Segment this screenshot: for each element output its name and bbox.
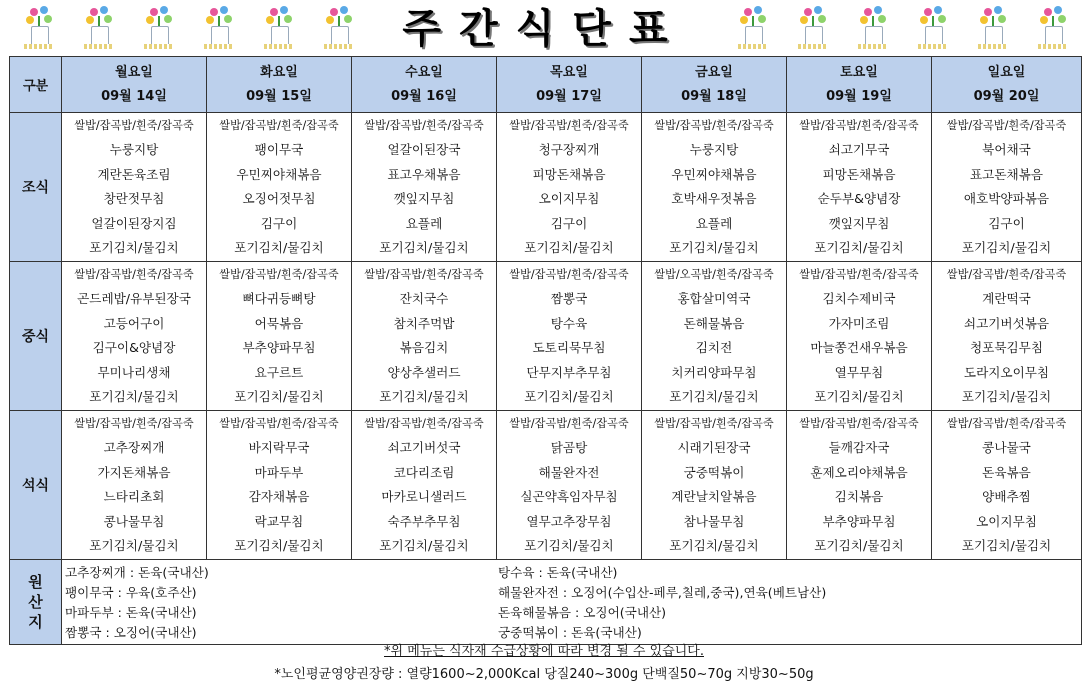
- menu-item: 김치전: [695, 340, 733, 355]
- menu-item: 팽이무국: [254, 142, 304, 157]
- day-name: 월요일: [115, 64, 153, 80]
- menu-item: 포기김치/물김치: [524, 538, 614, 553]
- menu-item: 부추양파무침: [242, 340, 316, 355]
- origin-info: [62, 560, 1082, 645]
- menu-item: 포기김치/물김치: [669, 538, 759, 553]
- menu-item: 시래기된장국: [677, 440, 751, 455]
- menu-item: 쌀밥/잡곡밥/흰죽/잡곡죽: [799, 118, 919, 132]
- flower-pot-icon: [736, 6, 770, 52]
- flower-pot-icon: [1036, 6, 1070, 52]
- menu-cell: [62, 411, 207, 560]
- menu-cell: [62, 262, 207, 411]
- menu-item: 쌀밥/잡곡밥/흰죽/잡곡죽: [74, 267, 194, 281]
- menu-item: 돈해물볶음: [683, 315, 745, 331]
- menu-item: 포기김치/물김치: [814, 538, 904, 553]
- origin-item: 팽이무국 : 우육(호주산): [65, 585, 197, 600]
- menu-item: 쌀밥/잡곡밥/흰죽/잡곡죽: [654, 118, 774, 132]
- flower-pot-icon: [262, 6, 296, 52]
- menu-item: 표고우채볶음: [387, 166, 461, 182]
- menu-item: 오이지무침: [976, 513, 1037, 529]
- menu-item: 포기김치/물김치: [961, 538, 1052, 553]
- menu-item: 포기김치/물김치: [234, 538, 324, 553]
- menu-item: 콩나물무침: [103, 513, 165, 529]
- menu-item: 포기김치/물김치: [669, 389, 759, 404]
- origin-item: 해물완자전 : 오징어(수입산-페루,칠레,중국),연육(베트남산): [498, 585, 827, 600]
- menu-item: 깻잎지무침: [828, 215, 890, 231]
- menu-item: 포기김치/물김치: [234, 240, 324, 255]
- origin-row: [10, 560, 1082, 645]
- day-date: 09월 19일: [826, 88, 892, 104]
- flower-pot-icon: [796, 6, 830, 52]
- menu-cell: [932, 411, 1082, 560]
- meal-label: 중식: [10, 262, 62, 411]
- menu-cell: [787, 262, 932, 411]
- day-date: 09월 17일: [536, 88, 602, 104]
- menu-item: 포기김치/물김치: [379, 389, 469, 404]
- menu-item: 계란날치알볶음: [671, 489, 757, 504]
- menu-item: 쌀밥/오곡밥/흰죽/잡곡죽: [654, 267, 774, 281]
- menu-item: 쌀밥/잡곡밥/흰죽/잡곡죽: [74, 118, 194, 132]
- menu-item: 포기김치/물김치: [89, 389, 179, 404]
- menu-item: 포기김치/물김치: [89, 538, 179, 553]
- flower-pot-icon: [976, 6, 1010, 52]
- day-name: 금요일: [695, 64, 733, 80]
- meal-row: [10, 262, 1082, 411]
- menu-item: 참나물무침: [683, 513, 745, 529]
- menu-item: 쌀밥/잡곡밥/흰죽/잡곡죽: [364, 118, 484, 132]
- day-name: 수요일: [405, 64, 443, 80]
- origin-item: 고추장찌개 : 돈육(국내산): [65, 565, 209, 580]
- menu-item: 쌀밥/잡곡밥/흰죽/잡곡죽: [946, 118, 1067, 132]
- menu-item: 순두부&양념장: [817, 191, 901, 206]
- menu-item: 곤드레밥/유부된장국: [77, 291, 191, 306]
- origin-label-char: 원: [28, 573, 43, 591]
- menu-item: 열무무침: [834, 364, 884, 380]
- menu-item: 볶음김치: [399, 340, 449, 355]
- menu-cell: [207, 262, 352, 411]
- menu-item: 쌀밥/잡곡밥/흰죽/잡곡죽: [219, 118, 339, 132]
- day-header: [932, 57, 1082, 113]
- menu-item: 쌀밥/잡곡밥/흰죽/잡곡죽: [509, 416, 629, 430]
- menu-cell: [642, 262, 787, 411]
- day-header: [787, 57, 932, 113]
- menu-item: 김구이: [260, 215, 298, 231]
- menu-item: 콩나물국: [982, 440, 1031, 455]
- menu-item: 열무고추장무침: [526, 513, 612, 529]
- flower-pot-icon: [202, 6, 236, 52]
- flower-pot-icon: [916, 6, 950, 52]
- menu-item: 숙주부추무침: [387, 513, 461, 529]
- menu-item: 단무지부추무침: [526, 364, 612, 380]
- weekly-menu-table: [9, 56, 1082, 645]
- menu-item: 청포묵김무침: [970, 340, 1043, 355]
- menu-item: 뼈다귀등뼈탕: [242, 291, 316, 306]
- menu-item: 포기김치/물김치: [814, 240, 904, 255]
- day-header: [207, 57, 352, 113]
- origin-label: [10, 560, 62, 645]
- day-header: [352, 57, 497, 113]
- menu-item: 포기김치/물김치: [524, 389, 614, 404]
- menu-item: 요플레: [405, 215, 443, 231]
- day-name: 토요일: [840, 64, 878, 80]
- menu-cell: [352, 113, 497, 262]
- menu-item: 닭곰탕: [550, 440, 588, 455]
- menu-item: 포기김치/물김치: [814, 389, 904, 404]
- menu-item: 고추장찌개: [103, 440, 165, 455]
- meal-row: [10, 113, 1082, 262]
- menu-cell: [787, 113, 932, 262]
- menu-item: 도토리묵무침: [532, 340, 606, 355]
- menu-item: 김치볶음: [834, 489, 884, 504]
- menu-item: 쌀밥/잡곡밥/흰죽/잡곡죽: [509, 267, 629, 281]
- menu-cell: [352, 262, 497, 411]
- menu-item: 쌀밥/잡곡밥/흰죽/잡곡죽: [799, 416, 919, 430]
- menu-item: 깻잎지무침: [393, 191, 455, 206]
- menu-item: 포기김치/물김치: [669, 240, 759, 255]
- menu-item: 표고돈채볶음: [970, 166, 1043, 182]
- category-header: 구분: [10, 57, 62, 113]
- menu-item: 치커리양파무침: [671, 364, 757, 380]
- menu-item: 어묵볶음: [254, 315, 304, 331]
- menu-item: 무미나리생채: [97, 364, 171, 380]
- menu-item: 쇠고기버섯볶음: [963, 315, 1050, 331]
- flower-pot-icon: [142, 6, 176, 52]
- origin-list-left: [62, 563, 498, 643]
- menu-change-notice: *위 메뉴는 식자재 수급상황에 따라 변경 될 수 있습니다.: [384, 644, 704, 659]
- menu-cell: [932, 113, 1082, 262]
- menu-item: 창란젓무침: [103, 191, 165, 206]
- menu-item: 쌀밥/잡곡밥/흰죽/잡곡죽: [509, 118, 629, 132]
- menu-item: 우민찌야채볶음: [671, 166, 757, 182]
- menu-item: 부추양파무침: [822, 513, 896, 529]
- day-name: 목요일: [550, 64, 588, 80]
- menu-cell: [207, 411, 352, 560]
- menu-item: 훈제오리야채볶음: [810, 464, 908, 480]
- menu-item: 요구르트: [254, 364, 304, 380]
- page-title: 주간식단표: [402, 6, 686, 52]
- menu-item: 계란돈육조림: [97, 166, 171, 182]
- menu-item: 얼갈이된장지짐: [91, 215, 177, 231]
- menu-cell: [497, 262, 642, 411]
- menu-cell: [642, 411, 787, 560]
- day-header: [62, 57, 207, 113]
- menu-item: 쌀밥/잡곡밥/흰죽/잡곡죽: [219, 416, 339, 430]
- menu-item: 누룽지탕: [109, 142, 159, 157]
- menu-item: 쌀밥/잡곡밥/흰죽/잡곡죽: [364, 416, 484, 430]
- page-header: [0, 0, 1088, 56]
- menu-item: 잔치국수: [399, 291, 449, 306]
- day-date: 09월 20일: [973, 88, 1040, 104]
- menu-item: 참치주먹밥: [393, 315, 455, 331]
- menu-item: 쌀밥/잡곡밥/흰죽/잡곡죽: [946, 267, 1067, 281]
- menu-item: 얼갈이된장국: [387, 142, 461, 157]
- flower-pot-icon: [82, 6, 116, 52]
- day-header: [642, 57, 787, 113]
- menu-item: 누룽지탕: [689, 142, 739, 157]
- menu-item: 피망돈채볶음: [822, 166, 896, 182]
- menu-item: 포기김치/물김치: [234, 389, 324, 404]
- menu-item: 포기김치/물김치: [961, 389, 1052, 404]
- menu-cell: [642, 113, 787, 262]
- menu-cell: [497, 411, 642, 560]
- menu-item: 포기김치/물김치: [524, 240, 614, 255]
- origin-item: 짬뽕국 : 오징어(국내산): [65, 625, 197, 640]
- menu-item: 감자채볶음: [248, 489, 310, 504]
- menu-item: 계란떡국: [982, 291, 1031, 306]
- menu-item: 짬뽕국: [550, 291, 588, 306]
- menu-item: 포기김치/물김치: [379, 538, 469, 553]
- menu-cell: [497, 113, 642, 262]
- menu-item: 쌀밥/잡곡밥/흰죽/잡곡죽: [946, 416, 1067, 430]
- menu-item: 요플레: [695, 215, 733, 231]
- menu-item: 오징어젓무침: [242, 191, 316, 206]
- day-date: 09월 18일: [681, 88, 747, 104]
- menu-item: 홍합살미역국: [677, 291, 751, 306]
- day-header-row: [10, 57, 1082, 113]
- day-name: 화요일: [260, 64, 298, 80]
- menu-item: 가지돈채볶음: [97, 464, 171, 480]
- origin-label-char: 지: [28, 613, 43, 631]
- menu-item: 해물완자전: [538, 464, 600, 480]
- day-date: 09월 14일: [101, 88, 167, 104]
- nutrition-guideline: *노인평균영양권장량 : 열량1600~2,000Kcal 당질240~300g 단백질50~70g 지방30~50g: [274, 667, 814, 682]
- origin-item: 탕수육 : 돈육(국내산): [498, 565, 618, 580]
- day-name: 일요일: [987, 64, 1026, 80]
- menu-item: 애호박양파볶음: [963, 191, 1050, 206]
- menu-item: 가자미조림: [828, 315, 890, 331]
- menu-item: 실곤약흑임자무침: [520, 489, 618, 504]
- menu-cell: [62, 113, 207, 262]
- flower-pot-icon: [322, 6, 356, 52]
- menu-item: 쌀밥/잡곡밥/흰죽/잡곡죽: [654, 416, 774, 430]
- meal-row: [10, 411, 1082, 560]
- menu-item: 청구장찌개: [538, 142, 600, 157]
- menu-item: 쌀밥/잡곡밥/흰죽/잡곡죽: [364, 267, 484, 281]
- origin-list-right: [498, 563, 1068, 643]
- menu-item: 오이지무침: [538, 191, 600, 206]
- origin-label-char: 산: [28, 593, 43, 611]
- menu-item: 탕수육: [550, 315, 588, 331]
- day-date: 09월 15일: [246, 88, 312, 104]
- menu-item: 마카로니샐러드: [381, 489, 467, 504]
- menu-item: 포기김치/물김치: [379, 240, 469, 255]
- menu-cell: [932, 262, 1082, 411]
- menu-item: 락교무침: [254, 513, 304, 529]
- menu-item: 쌀밥/잡곡밥/흰죽/잡곡죽: [74, 416, 194, 430]
- menu-item: 돈육볶음: [982, 464, 1031, 480]
- menu-item: 호박새우젓볶음: [671, 191, 757, 206]
- menu-item: 마늘쫑건새우볶음: [810, 340, 908, 355]
- menu-item: 코다리조림: [393, 464, 455, 480]
- menu-item: 양상추샐러드: [387, 364, 461, 380]
- menu-item: 쌀밥/잡곡밥/흰죽/잡곡죽: [799, 267, 919, 281]
- origin-item: 마파두부 : 돈육(국내산): [65, 605, 197, 620]
- menu-item: 도라지오이무침: [963, 364, 1050, 380]
- meal-label: 석식: [10, 411, 62, 560]
- menu-item: 김구이: [550, 215, 588, 231]
- menu-item: 쌀밥/잡곡밥/흰죽/잡곡죽: [219, 267, 339, 281]
- menu-item: 김구이: [988, 215, 1025, 231]
- menu-item: 양배추찜: [982, 489, 1031, 504]
- menu-item: 김치수제비국: [822, 291, 896, 306]
- menu-item: 우민찌야채볶음: [236, 166, 322, 182]
- flower-pot-icon: [22, 6, 56, 52]
- menu-item: 들깨감자국: [828, 440, 890, 455]
- menu-cell: [787, 411, 932, 560]
- menu-item: 바지락무국: [248, 440, 310, 455]
- menu-cell: [207, 113, 352, 262]
- menu-item: 마파두부: [254, 464, 304, 480]
- menu-item: 김구이&양념장: [92, 340, 176, 355]
- menu-item: 느타리초회: [103, 489, 165, 504]
- menu-item: 쇠고기무국: [828, 142, 890, 157]
- menu-item: 북어채국: [982, 142, 1031, 157]
- origin-item: 궁중떡볶이 : 돈육(국내산): [498, 625, 642, 640]
- menu-item: 쇠고기버섯국: [387, 440, 461, 455]
- menu-item: 포기김치/물김치: [961, 240, 1052, 255]
- day-header: [497, 57, 642, 113]
- menu-item: 궁중떡볶이: [683, 464, 745, 480]
- menu-cell: [352, 411, 497, 560]
- origin-item: 돈육해물볶음 : 오징어(국내산): [498, 605, 667, 620]
- menu-item: 피망돈채볶음: [532, 166, 606, 182]
- menu-item: 포기김치/물김치: [89, 240, 179, 255]
- meal-label: 조식: [10, 113, 62, 262]
- day-date: 09월 16일: [391, 88, 457, 104]
- flower-pot-icon: [856, 6, 890, 52]
- menu-item: 고등어구이: [103, 315, 165, 331]
